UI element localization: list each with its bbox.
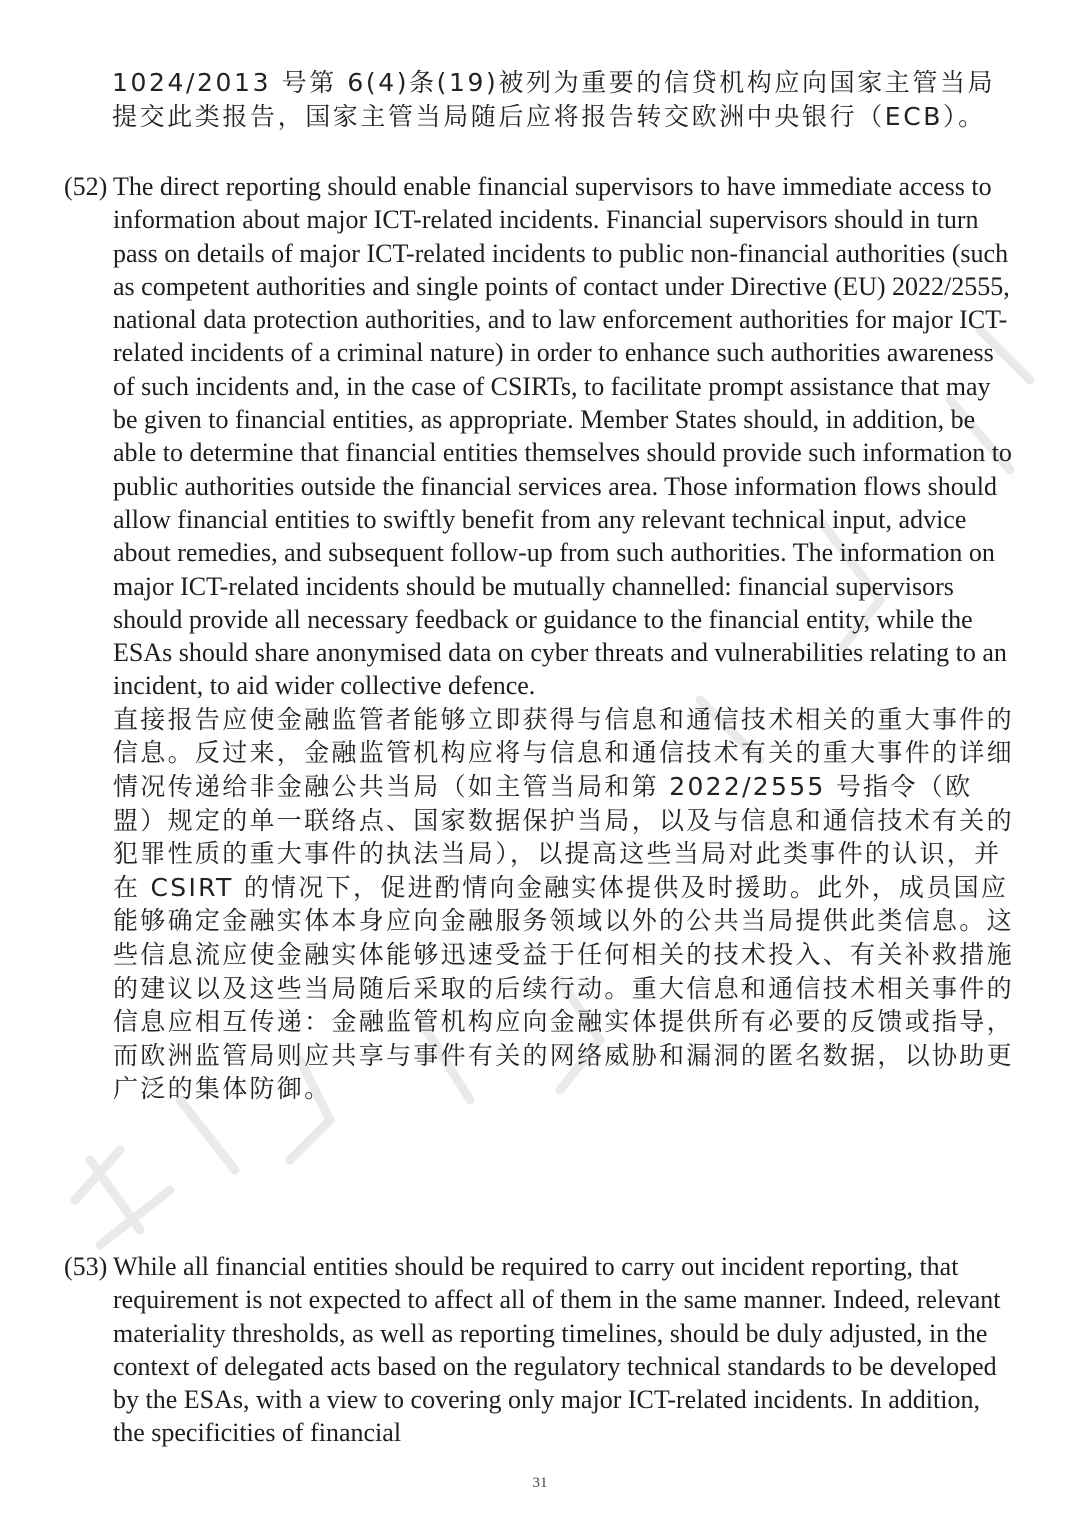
page-number: 31 xyxy=(532,1475,548,1491)
recital-chinese-text: 直接报告应使金融监管者能够立即获得与信息和通信技术相关的重大事件的信息。反过来，金融监管机构应将与信息和通信技术有关的重大事件的详细情况传递给非金融公共当局（如主管当局和第 2022/2555 号指令（欧盟）规定的单一联络点、国家数据保护当局，以及与信息和通信技术有关的犯罪性质的重大事件的执法当局），以提高这些当局对此类事件的认识，并在 CSIRT 的情况下，促进酌情向金融实体提供及时援助。此外，成员国应能够确定金融实体本身应向金融服务领域以外的公共当局提供此类信息。这些信息流应使金融实体能够迅速受益于任何相关的技术投入、有关补救措施的建议以及这些当局随后采取的后续行动。重大信息和通信技术相关事件的信息应相互传递：金融监管机构应向金融实体提供所有必要的反馈或指导，而欧洲监管局则应共享与事件有关的网络威胁和漏洞的匿名数据，以协助更广泛的集体防御。 xyxy=(113,704,1014,1104)
recital-english-text: While all financial entities should be required to carry out incident reporting, that requirement is not expected to affect all of them in the same manner. Indeed, relevant materiality thresholds, as well as reporting timelines, should be duly adjusted, in the context of delegated acts based on the regulatory technical standards to be developed by the ESAs, with a view to covering only major ICT-related incidents. In addition, the specificities of financial xyxy=(113,1252,1001,1448)
recital-english-text: The direct reporting should enable financial supervisors to have immediate access to information about major ICT-related incidents. Financial supervisors should in turn pass on details of major ICT-related incidents to public non-financial authorities (such as competent authorities and single points of contact under Directive (EU) 2022/2555, national data protection authorities, and to law enforcement authorities for major ICT-related incidents of a criminal nature) in order to enhance such authorities awareness of such incidents and, in the case of CSIRTs, to facilitate prompt assistance that may be given to financial entities, as appropriate. Member States should, in addition, be able to determine that financial entities themselves should provide such information to public authorities outside the financial services area. Those information flows should allow financial entities to swiftly benefit from any relevant technical input, advice about remedies, and subsequent follow-up from such authorities. The information on major ICT-related incidents should be mutually channelled: financial supervisors should provide all necessary feedback or guidance to the financial entity, while the ESAs should share anonymised data on cyber threats and vulnerabilities relating to an incident, to aid wider collective defence. xyxy=(113,172,1012,701)
recital-53 xyxy=(64,1250,1014,1450)
recital-52 xyxy=(64,170,1014,1106)
continued-chinese-text: 1024/2013 号第 6(4)条(19)被列为重要的信贷机构应向国家主管当局提交此类报告，国家主管当局随后应将报告转交欧洲中央银行（ECB）。 xyxy=(112,68,996,131)
recital-number: (52) xyxy=(64,172,108,201)
recital-number: (53) xyxy=(64,1252,108,1281)
